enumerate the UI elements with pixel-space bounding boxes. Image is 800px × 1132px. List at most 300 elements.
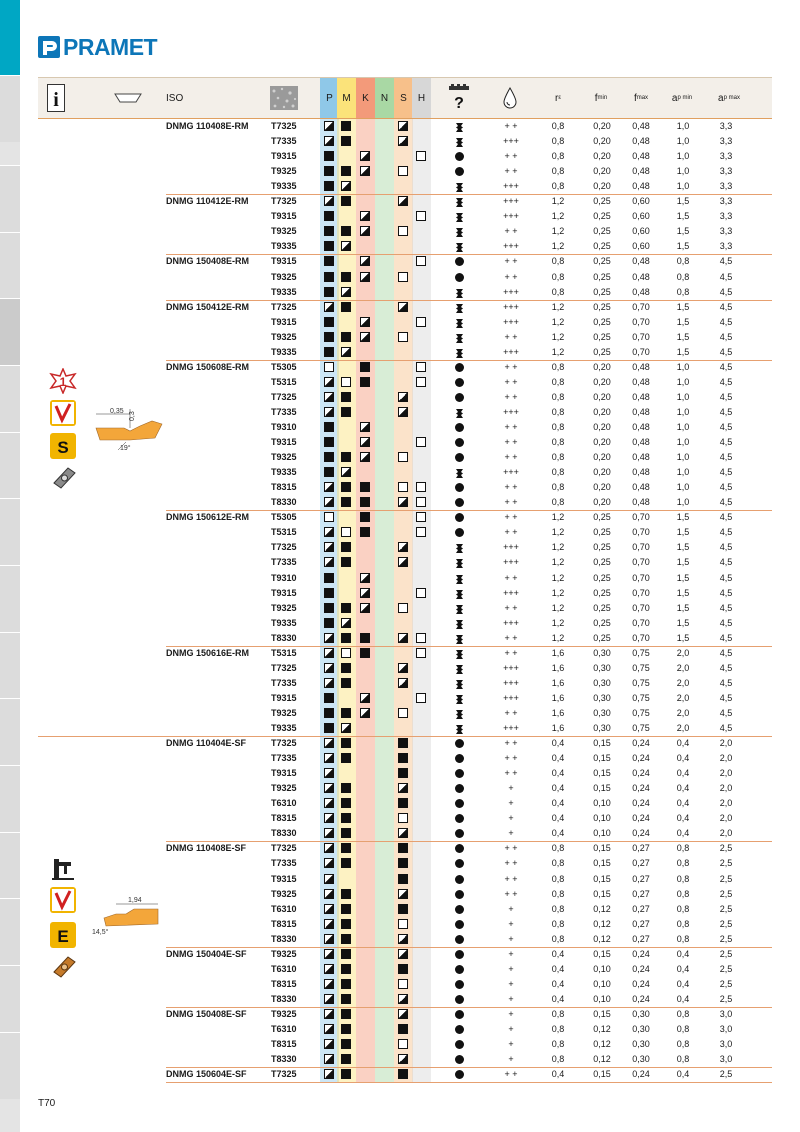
interrupted-cut-icon xyxy=(455,724,464,733)
suitability-marker xyxy=(324,211,334,221)
suitability-marker xyxy=(341,482,351,492)
grade-code: T7325 xyxy=(271,1069,297,1080)
suitability-marker xyxy=(341,828,351,838)
suitability-marker xyxy=(324,1009,334,1019)
fmin-value: 0,25 xyxy=(593,196,611,207)
suitability-marker xyxy=(341,452,351,462)
grade-code: T9335 xyxy=(271,241,297,252)
suitability-marker xyxy=(341,934,351,944)
grade-code: T9325 xyxy=(271,331,297,342)
coolant-rating: + + xyxy=(504,1069,518,1080)
suitability-marker xyxy=(324,287,334,297)
apmax-value: 3,0 xyxy=(719,1054,733,1065)
fmax-value: 0,27 xyxy=(632,933,650,944)
suitability-marker xyxy=(341,121,351,131)
suitability-marker xyxy=(341,858,351,868)
iso-code: DNMG 150404E-SF xyxy=(166,948,247,959)
suitability-marker xyxy=(360,573,370,583)
fmin-value: 0,20 xyxy=(593,181,611,192)
suitability-marker xyxy=(360,603,370,613)
grade-code: T9325 xyxy=(271,166,297,177)
continuous-cut-icon xyxy=(455,799,464,808)
grade-code: T9315 xyxy=(271,587,297,598)
suitability-marker xyxy=(360,693,370,703)
fmin-value: 0,10 xyxy=(593,828,611,839)
suitability-marker xyxy=(324,527,334,537)
grade-code: T8330 xyxy=(271,497,297,508)
apmax-value: 3,3 xyxy=(719,196,733,207)
interrupted-cut-icon xyxy=(455,634,464,643)
suitability-marker xyxy=(398,678,408,688)
apmax-value: 4,5 xyxy=(719,723,733,733)
coolant-rating: + xyxy=(508,1039,514,1050)
table-row xyxy=(38,300,772,315)
table-row xyxy=(38,480,772,495)
coolant-rating: + xyxy=(508,993,514,1004)
coolant-rating: + + xyxy=(504,331,518,342)
apmax-value: 4,5 xyxy=(719,256,733,267)
apmin-value: 1,0 xyxy=(676,422,690,432)
suitability-marker xyxy=(398,768,408,778)
material-header-m: M xyxy=(337,78,356,118)
table-row xyxy=(38,811,772,826)
fmin-value: 0,30 xyxy=(593,647,611,658)
coolant-rating: + + xyxy=(504,256,518,267)
fmin-value: 0,12 xyxy=(593,1024,611,1034)
continuous-cut-icon xyxy=(455,423,464,432)
apmin-value: 1,0 xyxy=(676,136,690,147)
fmin-value: 0,20 xyxy=(593,497,611,508)
fmax-value: 0,48 xyxy=(632,452,650,463)
fmax-value: 0,70 xyxy=(632,527,650,538)
interrupted-cut-icon xyxy=(455,137,464,146)
page-number: T70 xyxy=(38,1098,56,1109)
rc-value: 1,6 xyxy=(551,692,565,703)
fmin-value: 0,20 xyxy=(593,361,611,372)
table-row xyxy=(38,375,772,390)
iso-code: DNMG 110404E-SF xyxy=(166,738,247,749)
fmin-value: 0,15 xyxy=(593,873,611,884)
apmax-value: 4,5 xyxy=(719,542,733,553)
fmax-value: 0,60 xyxy=(632,226,650,237)
suitability-marker xyxy=(324,889,334,899)
apmax-value: 4,5 xyxy=(719,512,733,523)
interrupted-cut-icon xyxy=(455,543,464,552)
suitability-marker xyxy=(341,648,351,658)
suitability-marker xyxy=(398,828,408,838)
apmax-value: 2,5 xyxy=(719,873,733,884)
apmax-value: 4,5 xyxy=(719,587,733,598)
table-row xyxy=(38,270,772,285)
suitability-marker xyxy=(341,497,351,507)
table-row xyxy=(38,841,772,856)
suitability-marker xyxy=(324,166,334,176)
suitability-marker xyxy=(360,317,370,327)
chapter-tab[interactable] xyxy=(0,765,20,832)
grade-code: T7325 xyxy=(271,662,297,673)
rc-value: 0,4 xyxy=(551,813,565,824)
grade-code: T8315 xyxy=(271,978,297,989)
suitability-marker xyxy=(341,949,351,959)
grade-code: T9310 xyxy=(271,572,297,583)
continuous-cut-icon xyxy=(455,859,464,868)
rc-value: 0,8 xyxy=(551,918,565,929)
rc-value: 0,4 xyxy=(551,963,565,974)
grade-code: T7335 xyxy=(271,406,297,417)
grade-code: T6310 xyxy=(271,903,297,914)
fmin-value: 0,15 xyxy=(593,888,611,899)
apmin-value: 2,0 xyxy=(676,662,690,673)
grade-code: T6310 xyxy=(271,1024,297,1034)
suitability-marker xyxy=(324,964,334,974)
chapter-tab[interactable] xyxy=(0,498,20,565)
pramet-logo-icon xyxy=(38,36,60,58)
interrupted-cut-icon xyxy=(455,589,464,598)
apmin-value: 2,0 xyxy=(676,677,690,688)
table-row xyxy=(38,646,772,661)
row-separator xyxy=(166,1067,772,1068)
row-separator xyxy=(166,194,772,195)
apmin-value: 1,0 xyxy=(676,121,690,131)
suitability-marker xyxy=(324,467,334,477)
rc-value: 0,8 xyxy=(551,873,565,884)
insert-gold-icon xyxy=(50,954,78,985)
continuous-cut-icon xyxy=(455,875,464,884)
suitability-marker xyxy=(324,422,334,432)
fmin-value: 0,20 xyxy=(593,136,611,147)
clamp-tool-icon xyxy=(50,856,76,887)
suitability-marker xyxy=(324,151,334,161)
grade-code: T5305 xyxy=(271,361,297,372)
grade-code: T9325 xyxy=(271,1008,297,1019)
grade-code: T7325 xyxy=(271,738,297,749)
continuous-cut-icon xyxy=(455,980,464,989)
apmax-value: 4,5 xyxy=(719,301,733,312)
apmin-value: 0,4 xyxy=(676,948,690,959)
fmin-value: 0,25 xyxy=(593,301,611,312)
fmin-value: 0,15 xyxy=(593,1008,611,1019)
apmin-value: 1,0 xyxy=(676,467,690,478)
suitability-marker xyxy=(324,302,334,312)
apmax-value: 3,3 xyxy=(719,181,733,192)
coolant-rating: +++ xyxy=(503,587,519,598)
chapter-tab[interactable] xyxy=(0,1032,20,1099)
fmax-value: 0,48 xyxy=(632,271,650,282)
coolant-rating: + + xyxy=(504,226,518,237)
apmin-value: 1,5 xyxy=(676,617,690,628)
suitability-marker xyxy=(416,317,426,327)
suitability-marker xyxy=(341,708,351,718)
table-row xyxy=(38,601,772,616)
fmax-value: 0,24 xyxy=(632,993,650,1004)
interrupted-cut-icon xyxy=(455,604,464,613)
interrupted-cut-icon xyxy=(455,242,464,251)
continuous-cut-icon xyxy=(455,1055,464,1064)
rc-value: 1,6 xyxy=(551,662,565,673)
chapter-tab[interactable] xyxy=(0,965,20,1032)
rc-value: 0,8 xyxy=(551,437,565,448)
fmin-value: 0,10 xyxy=(593,978,611,989)
fmax-value: 0,48 xyxy=(632,256,650,267)
chapter-tab[interactable] xyxy=(0,232,20,299)
coolant-rating: +++ xyxy=(503,241,519,252)
chapter-tab[interactable] xyxy=(0,632,20,699)
apmax-value: 4,5 xyxy=(719,467,733,478)
fmin-value: 0,20 xyxy=(593,482,611,493)
suitability-marker xyxy=(360,708,370,718)
suitability-marker xyxy=(324,407,334,417)
grade-code: T9335 xyxy=(271,181,297,192)
apmax-value: 4,5 xyxy=(719,271,733,282)
grade-code: T7325 xyxy=(271,542,297,553)
suitability-marker xyxy=(341,919,351,929)
material-header-k: K xyxy=(356,78,375,118)
fmin-value: 0,15 xyxy=(593,948,611,959)
fmin-value: 0,10 xyxy=(593,813,611,824)
suitability-marker xyxy=(324,798,334,808)
interrupted-cut-icon xyxy=(455,468,464,477)
fmax-value: 0,48 xyxy=(632,286,650,297)
apmin-value: 1,5 xyxy=(676,632,690,643)
suitability-marker xyxy=(324,1024,334,1034)
continuous-cut-icon xyxy=(455,1070,464,1079)
rc-value: 1,2 xyxy=(551,617,565,628)
rc-value: 0,8 xyxy=(551,406,565,417)
suitability-marker xyxy=(398,392,408,402)
suitability-marker xyxy=(341,226,351,236)
apmin-value: 1,5 xyxy=(676,542,690,553)
coolant-rating: + + xyxy=(504,602,518,613)
fmax-value: 0,27 xyxy=(632,888,650,899)
suitability-marker xyxy=(324,858,334,868)
suitability-marker xyxy=(398,136,408,146)
suitability-marker xyxy=(324,949,334,959)
table-row xyxy=(38,224,772,239)
fmin-value: 0,20 xyxy=(593,437,611,448)
apmax-value: 4,5 xyxy=(719,361,733,372)
rc-value: 0,8 xyxy=(551,151,565,162)
suitability-marker xyxy=(324,362,334,372)
suitability-marker xyxy=(398,482,408,492)
fmin-value: 0,25 xyxy=(593,632,611,643)
suitability-marker xyxy=(324,1054,334,1064)
fmin-value: 0,30 xyxy=(593,677,611,688)
suitability-marker xyxy=(341,392,351,402)
grade-code: T8330 xyxy=(271,933,297,944)
fmin-value: 0,30 xyxy=(593,662,611,673)
iso-code: DNMG 110412E-RM xyxy=(166,196,249,207)
fmin-value: 0,20 xyxy=(593,452,611,463)
svg-text:0,3: 0,3 xyxy=(129,411,136,421)
suitability-marker xyxy=(341,347,351,357)
suitability-marker xyxy=(324,573,334,583)
suitability-marker xyxy=(341,1009,351,1019)
apmax-value: 2,5 xyxy=(719,1069,733,1080)
suitability-marker xyxy=(398,949,408,959)
suitability-marker xyxy=(398,166,408,176)
chapter-tab[interactable] xyxy=(0,365,20,432)
rc-value: 0,8 xyxy=(551,903,565,914)
continuous-cut-icon xyxy=(455,950,464,959)
apmax-value: 3,0 xyxy=(719,1024,733,1034)
suitability-marker xyxy=(324,663,334,673)
interrupted-cut-icon xyxy=(455,348,464,357)
suitability-marker xyxy=(398,708,408,718)
fmin-value: 0,25 xyxy=(593,587,611,598)
suitability-marker xyxy=(341,1039,351,1049)
suitability-marker xyxy=(341,287,351,297)
apmin-value: 2,0 xyxy=(676,707,690,718)
apmin-value: 0,8 xyxy=(676,286,690,297)
chapter-tab[interactable] xyxy=(0,565,20,632)
rc-value: 1,6 xyxy=(551,707,565,718)
suitability-marker xyxy=(398,272,408,282)
table-row xyxy=(38,495,772,510)
suitability-marker xyxy=(324,843,334,853)
rc-value: 1,2 xyxy=(551,602,565,613)
apmin-value: 1,0 xyxy=(676,482,690,493)
coolant-rating: + + xyxy=(504,843,518,854)
suitability-marker xyxy=(360,633,370,643)
fmax-value: 0,70 xyxy=(632,602,650,613)
suitability-marker xyxy=(398,497,408,507)
chapter-tab[interactable] xyxy=(0,698,20,765)
suitability-marker xyxy=(324,377,334,387)
apmax-value: 3,3 xyxy=(719,226,733,237)
apmax-value: 4,5 xyxy=(719,617,733,628)
table-row xyxy=(38,254,772,269)
grade-code: T6310 xyxy=(271,798,297,809)
apmax-value: 4,5 xyxy=(719,286,733,297)
table-row xyxy=(38,390,772,405)
apmin-value: 1,0 xyxy=(676,452,690,463)
row-separator xyxy=(166,254,772,255)
apmax-value: 2,5 xyxy=(719,933,733,944)
coolant-rating: + xyxy=(508,903,514,914)
coolant-rating: +++ xyxy=(503,723,519,733)
coolant-rating: +++ xyxy=(503,467,519,478)
material-header-p: P xyxy=(320,78,339,118)
suitability-marker xyxy=(360,362,370,372)
fmax-value: 0,48 xyxy=(632,376,650,387)
continuous-cut-icon xyxy=(455,844,464,853)
fmax-value: 0,30 xyxy=(632,1039,650,1050)
coolant-rating: + xyxy=(508,978,514,989)
table-row xyxy=(38,586,772,601)
chapter-tab[interactable] xyxy=(0,832,20,899)
coolant-rating: + + xyxy=(504,452,518,463)
interrupted-cut-icon xyxy=(455,649,464,658)
fmin-value: 0,25 xyxy=(593,542,611,553)
rc-value: 1,2 xyxy=(551,331,565,342)
apmin-value: 0,8 xyxy=(676,843,690,854)
suitability-marker xyxy=(398,633,408,643)
coolant-rating: + + xyxy=(504,497,518,508)
suitability-marker xyxy=(398,843,408,853)
suitability-marker xyxy=(398,121,408,131)
apmax-value: 4,5 xyxy=(719,527,733,538)
fmax-value: 0,70 xyxy=(632,632,650,643)
suitability-marker xyxy=(360,211,370,221)
rc-value: 0,8 xyxy=(551,497,565,508)
apmax-value: 2,0 xyxy=(719,813,733,824)
table-row xyxy=(38,1067,772,1082)
suitability-marker xyxy=(416,633,426,643)
suitability-marker xyxy=(341,407,351,417)
suitability-marker xyxy=(341,904,351,914)
suitability-marker xyxy=(398,1069,408,1079)
suitability-marker xyxy=(324,332,334,342)
chapter-tab[interactable] xyxy=(0,898,20,965)
suitability-marker xyxy=(324,392,334,402)
suitability-marker xyxy=(324,196,334,206)
chapter-tab[interactable] xyxy=(0,298,20,366)
interrupted-cut-icon xyxy=(455,288,464,297)
fmin-value: 0,25 xyxy=(593,211,611,222)
chapter-tab[interactable] xyxy=(0,432,20,499)
coolant-rating: + + xyxy=(504,166,518,177)
svg-text:E: E xyxy=(57,927,69,946)
table-row xyxy=(38,631,772,646)
fmax-value: 0,48 xyxy=(632,467,650,478)
table-row xyxy=(38,285,772,300)
apmax-value: 2,5 xyxy=(719,903,733,914)
grade-code: T9315 xyxy=(271,316,297,327)
suitability-marker xyxy=(324,272,334,282)
suitability-marker xyxy=(398,1054,408,1064)
suitability-marker xyxy=(398,226,408,236)
apmax-value: 4,5 xyxy=(719,707,733,718)
apmax-value: 4,5 xyxy=(719,452,733,463)
grade-code: T7325 xyxy=(271,391,297,402)
apmax-value: 4,5 xyxy=(719,497,733,508)
grade-code: T9315 xyxy=(271,692,297,703)
table-row xyxy=(38,676,772,691)
suitability-marker xyxy=(324,603,334,613)
apmin-value: 0,8 xyxy=(676,1024,690,1034)
apmin-value: 1,0 xyxy=(676,391,690,402)
apmin-value: 0,8 xyxy=(676,903,690,914)
row-separator xyxy=(166,947,772,948)
fmin-value: 0,20 xyxy=(593,166,611,177)
table-row xyxy=(38,571,772,586)
interrupted-cut-icon xyxy=(455,122,464,131)
interrupted-cut-icon xyxy=(455,212,464,221)
chapter-tab[interactable] xyxy=(0,165,20,232)
apmin-value: 1,5 xyxy=(676,602,690,613)
rc-value: 1,2 xyxy=(551,316,565,327)
grade-code: T7335 xyxy=(271,136,297,147)
continuous-cut-icon xyxy=(455,363,464,372)
rc-value: 0,4 xyxy=(551,738,565,749)
suitability-marker xyxy=(398,738,408,748)
coolant-rating: + + xyxy=(504,121,518,131)
table-row xyxy=(38,721,772,736)
apmax-value: 4,5 xyxy=(719,437,733,448)
chapter-tab[interactable] xyxy=(0,75,20,142)
rc-value: 0,4 xyxy=(551,783,565,794)
suitability-marker xyxy=(341,618,351,628)
suitability-marker xyxy=(398,1024,408,1034)
suitability-marker xyxy=(341,753,351,763)
coolant-drop-icon xyxy=(500,78,520,118)
suitability-marker xyxy=(416,648,426,658)
suitability-marker xyxy=(341,542,351,552)
suitability-marker xyxy=(341,241,351,251)
fmin-value: 0,25 xyxy=(593,572,611,583)
suitability-marker xyxy=(341,678,351,688)
rc-value: 0,8 xyxy=(551,933,565,944)
